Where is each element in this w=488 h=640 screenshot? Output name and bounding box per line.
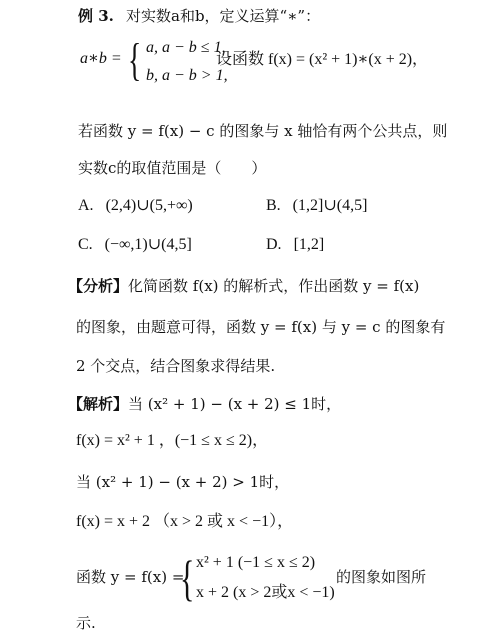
solution-line-2: f(x) = x² + 1 ，(−1 ≤ x ≤ 2)， bbox=[76, 432, 269, 449]
option-c-text: (−∞,1)∪(4,5] bbox=[104, 236, 192, 253]
solution-line-5-pre: 函数 y = f(x) = bbox=[76, 568, 185, 586]
option-b bbox=[266, 196, 367, 216]
option-a-label: A. bbox=[78, 197, 94, 214]
analysis-line-1 bbox=[68, 276, 419, 296]
analysis-line-3: 2 个交点，结合图象求得结果. bbox=[76, 357, 276, 375]
analysis-tag: 【分析】 bbox=[68, 277, 129, 295]
piecewise-case-2: x + 2 (x > 2或x < −1) bbox=[196, 584, 335, 601]
solution-line-4: f(x) = x + 2 （x > 2 或 x < −1）， bbox=[76, 513, 294, 530]
analysis-text-1: 化简函数 f(x) 的解析式，作出函数 y = f(x) bbox=[128, 277, 420, 295]
question-line-2: 实数c的取值范围是（ ） bbox=[78, 159, 267, 177]
definition-case-2: b, a − b > 1, bbox=[146, 67, 228, 84]
option-d-label: D. bbox=[266, 236, 282, 253]
definition-case-1: a, a − b ≤ 1, bbox=[146, 39, 226, 56]
option-d-text: [1,2] bbox=[293, 236, 325, 253]
option-a-text: (2,4)∪(5,+∞) bbox=[105, 197, 193, 214]
piecewise-brace: { bbox=[180, 550, 195, 606]
solution-tag: 【解析】 bbox=[68, 395, 129, 413]
solution-line-1 bbox=[68, 394, 341, 414]
question-line-1: 若函数 y = f(x) − c 的图象与 x 轴恰有两个公共点，则 bbox=[78, 122, 448, 140]
analysis-line-2: 的图象，由题意可得，函数 y = f(x) 与 y = c 的图象有 bbox=[76, 318, 446, 336]
example-intro: 对实数a和b，定义运算“∗”： bbox=[126, 7, 321, 25]
definition-brace: { bbox=[128, 34, 142, 85]
option-a bbox=[78, 196, 193, 216]
piecewise-case-1: x² + 1 (−1 ≤ x ≤ 2) bbox=[196, 554, 316, 571]
solution-line-3: 当 (x² + 1) − (x + 2) > 1时， bbox=[76, 473, 290, 491]
option-c-label: C. bbox=[78, 236, 93, 253]
example-label: 例 3. bbox=[78, 7, 114, 25]
option-b-label: B. bbox=[266, 197, 281, 214]
solution-line-6: 示. bbox=[76, 614, 96, 632]
definition-lhs: a∗b = bbox=[80, 50, 122, 67]
option-c bbox=[78, 235, 192, 255]
option-b-text: (1,2]∪(4,5] bbox=[292, 197, 368, 214]
solution-text-1: 当 (x² + 1) − (x + 2) ≤ 1时， bbox=[128, 395, 342, 413]
function-definition: 设函数 f(x) = (x² + 1)∗(x + 2)， bbox=[216, 51, 429, 68]
option-d bbox=[266, 235, 324, 255]
solution-line-5-post: 的图象如图所 bbox=[336, 568, 427, 586]
